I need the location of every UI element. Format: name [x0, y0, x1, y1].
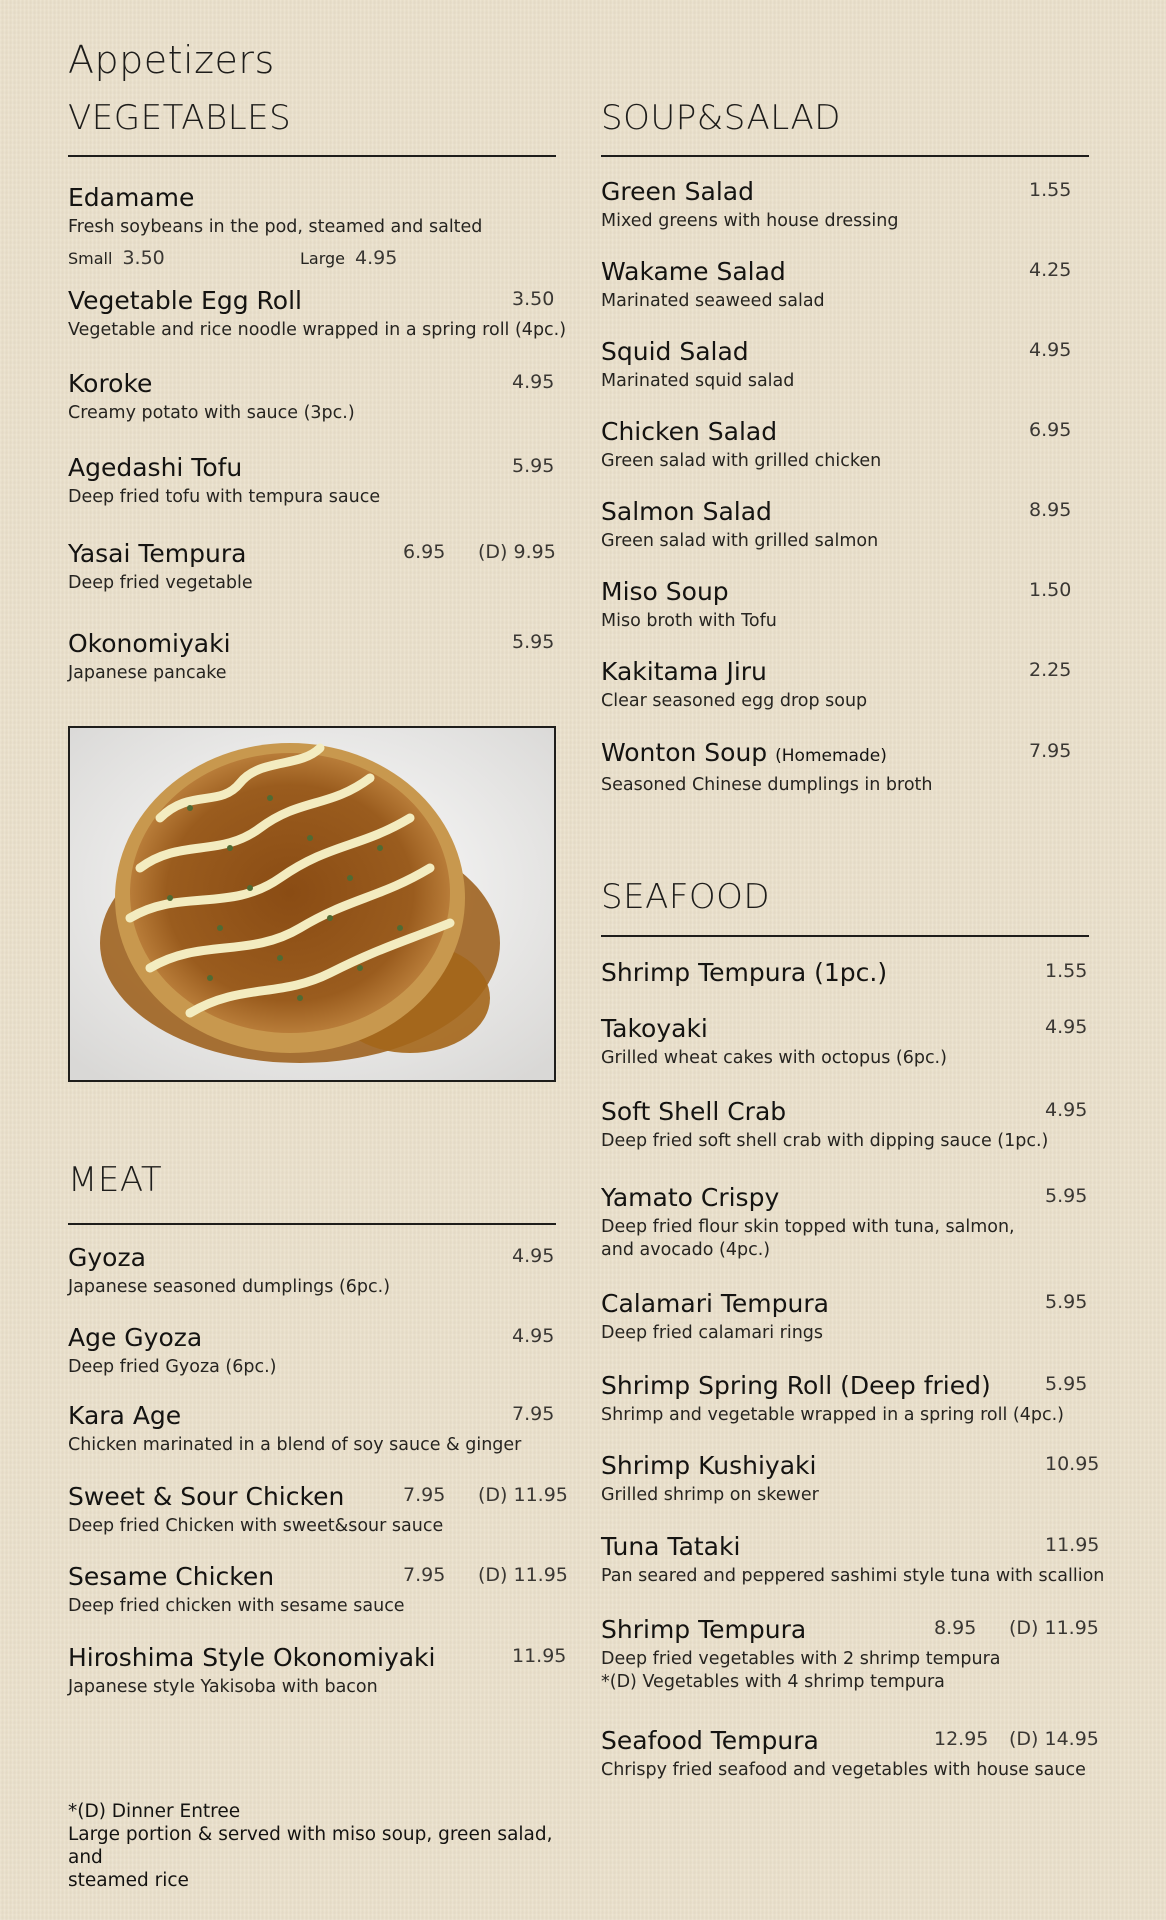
item-description: Creamy potato with sauce (3pc.) — [68, 403, 355, 423]
item-name: Sesame Chicken — [68, 1562, 275, 1591]
menu-item — [601, 1531, 1104, 1588]
item-price: 5.95 — [1045, 1373, 1088, 1395]
edamame-small-price — [68, 247, 165, 269]
divider-vegetables — [68, 155, 556, 157]
section-title-seafood: SEAFOOD — [601, 877, 771, 917]
menu-item — [601, 1013, 1088, 1070]
menu-item — [68, 285, 566, 342]
item-description: Grilled wheat cakes with octopus (6pc.) — [601, 1048, 947, 1068]
item-name: Kakitama Jiru — [601, 657, 767, 686]
menu-item — [601, 1370, 1088, 1427]
item-description: Grilled shrimp on skewer — [601, 1485, 819, 1505]
item-dinner-price: (D) 14.95 — [1009, 1728, 1099, 1750]
menu-item — [601, 656, 1072, 713]
item-price: 11.95 — [1045, 1534, 1100, 1556]
item-name: Gyoza — [68, 1243, 146, 1272]
item-description: Deep fried chicken with sesame sauce — [68, 1596, 405, 1616]
item-price: 7.95 — [403, 1564, 446, 1586]
item-description: Vegetable and rice noodle wrapped in a spring roll (4pc.) — [68, 320, 567, 340]
item-name: Soft Shell Crab — [601, 1097, 787, 1126]
menu-item — [601, 416, 1072, 473]
footnote-line3: steamed rice — [68, 1870, 189, 1891]
item-name: Yamato Crispy — [601, 1183, 780, 1212]
item-price: 11.95 — [512, 1645, 567, 1667]
item-description-line2: and avocado (4pc.) — [601, 1240, 771, 1260]
item-dinner-price: (D) 9.95 — [478, 541, 556, 563]
price-large: 4.95 — [355, 247, 398, 269]
menu-item — [601, 957, 1088, 989]
item-description: Deep fried vegetables with 2 shrimp tempura — [601, 1649, 1001, 1669]
item-dinner-price: (D) 11.95 — [1009, 1617, 1099, 1639]
okonomiyaki-image — [70, 728, 554, 1080]
item-name: Tuna Tataki — [601, 1532, 741, 1561]
item-description: Pan seared and peppered sashimi style tuna with scallion — [601, 1566, 1105, 1586]
menu-item — [601, 1096, 1088, 1153]
menu-item — [68, 1242, 555, 1299]
edamame-large-price — [300, 247, 397, 269]
item-name: Hiroshima Style Okonomiyaki — [68, 1643, 436, 1672]
item-price: 6.95 — [1029, 419, 1072, 441]
item-name: Miso Soup — [601, 577, 729, 606]
item-price: 1.50 — [1029, 579, 1072, 601]
item-name: Agedashi Tofu — [68, 453, 243, 482]
section-title-vegetables: VEGETABLES — [68, 98, 292, 138]
item-name: Seafood Tempura — [601, 1726, 819, 1755]
menu-item — [68, 452, 555, 509]
item-name: Shrimp Kushiyaki — [601, 1451, 817, 1480]
item-name: Salmon Salad — [601, 497, 772, 526]
item-description: Deep fried flour skin topped with tuna, salmon, — [601, 1217, 1015, 1237]
item-name: Sweet & Sour Chicken — [68, 1482, 345, 1511]
item-name: Squid Salad — [601, 337, 749, 366]
item-dinner-price: (D) 11.95 — [478, 1564, 568, 1586]
item-note: (Homemade) — [775, 746, 887, 766]
menu-item — [601, 496, 1072, 553]
item-price: 5.95 — [1045, 1185, 1088, 1207]
menu-item — [601, 1450, 1100, 1507]
item-name: Age Gyoza — [68, 1323, 203, 1352]
item-price: 4.25 — [1029, 259, 1072, 281]
menu-item — [68, 368, 555, 425]
item-price: 7.95 — [403, 1484, 446, 1506]
menu-item — [601, 737, 1072, 797]
price-small: 3.50 — [122, 247, 165, 269]
item-name: Calamari Tempura — [601, 1289, 829, 1318]
item-description: Japanese seasoned dumplings (6pc.) — [68, 1277, 391, 1297]
page-title: Appetizers — [68, 38, 275, 82]
item-price: 4.95 — [512, 371, 555, 393]
item-name: Yasai Tempura — [68, 539, 247, 568]
item-price: 8.95 — [934, 1617, 977, 1639]
menu-item-edamame — [68, 182, 482, 239]
menu-item — [601, 256, 1072, 313]
item-price: 4.95 — [1045, 1099, 1088, 1121]
item-price: 1.55 — [1045, 960, 1088, 982]
item-description: Chrispy fried seafood and vegetables with house sauce — [601, 1760, 1086, 1780]
item-description: Deep fried vegetable — [68, 573, 253, 593]
okonomiyaki-photo — [68, 726, 556, 1082]
item-name: Shrimp Tempura — [601, 1615, 807, 1644]
divider-soup-salad — [601, 155, 1089, 157]
item-description: Green salad with grilled chicken — [601, 451, 882, 471]
item-name: Takoyaki — [601, 1014, 708, 1043]
item-description: Marinated squid salad — [601, 371, 795, 391]
menu-item — [68, 1400, 555, 1457]
item-description: Japanese pancake — [68, 663, 227, 683]
item-description: Fresh soybeans in the pod, steamed and salted — [68, 217, 483, 237]
divider-meat — [68, 1223, 556, 1225]
item-price: 5.95 — [1045, 1291, 1088, 1313]
item-price: 5.95 — [512, 455, 555, 477]
menu-item — [68, 1642, 567, 1699]
section-title-meat: MEAT — [68, 1160, 163, 1200]
item-description: Marinated seaweed salad — [601, 291, 825, 311]
item-description: Deep fried calamari rings — [601, 1323, 824, 1343]
item-name: Shrimp Spring Roll (Deep fried) — [601, 1371, 991, 1400]
footnote-line1: *(D) Dinner Entree — [68, 1801, 241, 1822]
size-label-small: Small — [68, 249, 113, 268]
item-description: Green salad with grilled salmon — [601, 531, 879, 551]
item-price: 6.95 — [403, 541, 446, 563]
menu-item — [601, 336, 1072, 393]
item-name: Koroke — [68, 369, 153, 398]
item-name: Wakame Salad — [601, 257, 786, 286]
item-description: Deep fried tofu with tempura sauce — [68, 487, 381, 507]
menu-item — [601, 1614, 1099, 1694]
item-price: 4.95 — [1029, 339, 1072, 361]
item-dinner-price: (D) 11.95 — [478, 1484, 568, 1506]
item-name: Shrimp Tempura (1pc.) — [601, 958, 888, 987]
item-price: 3.50 — [512, 288, 555, 310]
section-title-soup-salad: SOUP&SALAD — [601, 98, 841, 138]
item-description: Clear seasoned egg drop soup — [601, 691, 868, 711]
divider-seafood — [601, 935, 1089, 937]
menu-item — [68, 1481, 568, 1538]
item-description: Deep fried Gyoza (6pc.) — [68, 1357, 277, 1377]
item-name: Okonomiyaki — [68, 629, 231, 658]
item-price: 10.95 — [1045, 1453, 1100, 1475]
menu-item — [601, 176, 1072, 233]
menu-item — [601, 1182, 1088, 1262]
item-name: Vegetable Egg Roll — [68, 286, 302, 315]
footnote-line2: Large portion & served with miso soup, green salad, and — [68, 1824, 553, 1868]
item-name: Edamame — [68, 183, 195, 212]
dinner-entree-footnote — [68, 1800, 588, 1892]
item-price: 8.95 — [1029, 499, 1072, 521]
menu-item — [68, 1561, 568, 1618]
item-price: 12.95 — [934, 1728, 989, 1750]
menu-item — [68, 538, 556, 595]
item-name: Chicken Salad — [601, 417, 778, 446]
item-price: 2.25 — [1029, 659, 1072, 681]
item-name: Green Salad — [601, 177, 754, 206]
menu-item — [601, 576, 1072, 633]
item-description: Shrimp and vegetable wrapped in a spring roll (4pc.) — [601, 1405, 1064, 1425]
menu-item — [68, 1322, 555, 1379]
item-price: 7.95 — [1029, 740, 1072, 762]
item-price: 4.95 — [512, 1325, 555, 1347]
item-name: Wonton Soup — [601, 738, 768, 767]
item-description-line2: *(D) Vegetables with 4 shrimp tempura — [601, 1672, 945, 1692]
size-label-large: Large — [300, 249, 346, 268]
item-description: Mixed greens with house dressing — [601, 211, 899, 231]
menu-item — [601, 1725, 1099, 1782]
item-price: 4.95 — [1045, 1016, 1088, 1038]
item-price: 5.95 — [512, 631, 555, 653]
item-price: 7.95 — [512, 1403, 555, 1425]
menu-item — [601, 1288, 1088, 1345]
item-price: 4.95 — [512, 1245, 555, 1267]
item-description: Chicken marinated in a blend of soy sauce & ginger — [68, 1435, 522, 1455]
menu-item — [68, 628, 555, 685]
item-description: Deep fried soft shell crab with dipping sauce (1pc.) — [601, 1131, 1049, 1151]
item-description: Deep fried Chicken with sweet&sour sauce — [68, 1516, 444, 1536]
item-description: Seasoned Chinese dumplings in broth — [601, 775, 933, 795]
item-name: Kara Age — [68, 1401, 182, 1430]
item-description: Miso broth with Tofu — [601, 611, 777, 631]
item-price: 1.55 — [1029, 179, 1072, 201]
item-description: Japanese style Yakisoba with bacon — [68, 1677, 378, 1697]
